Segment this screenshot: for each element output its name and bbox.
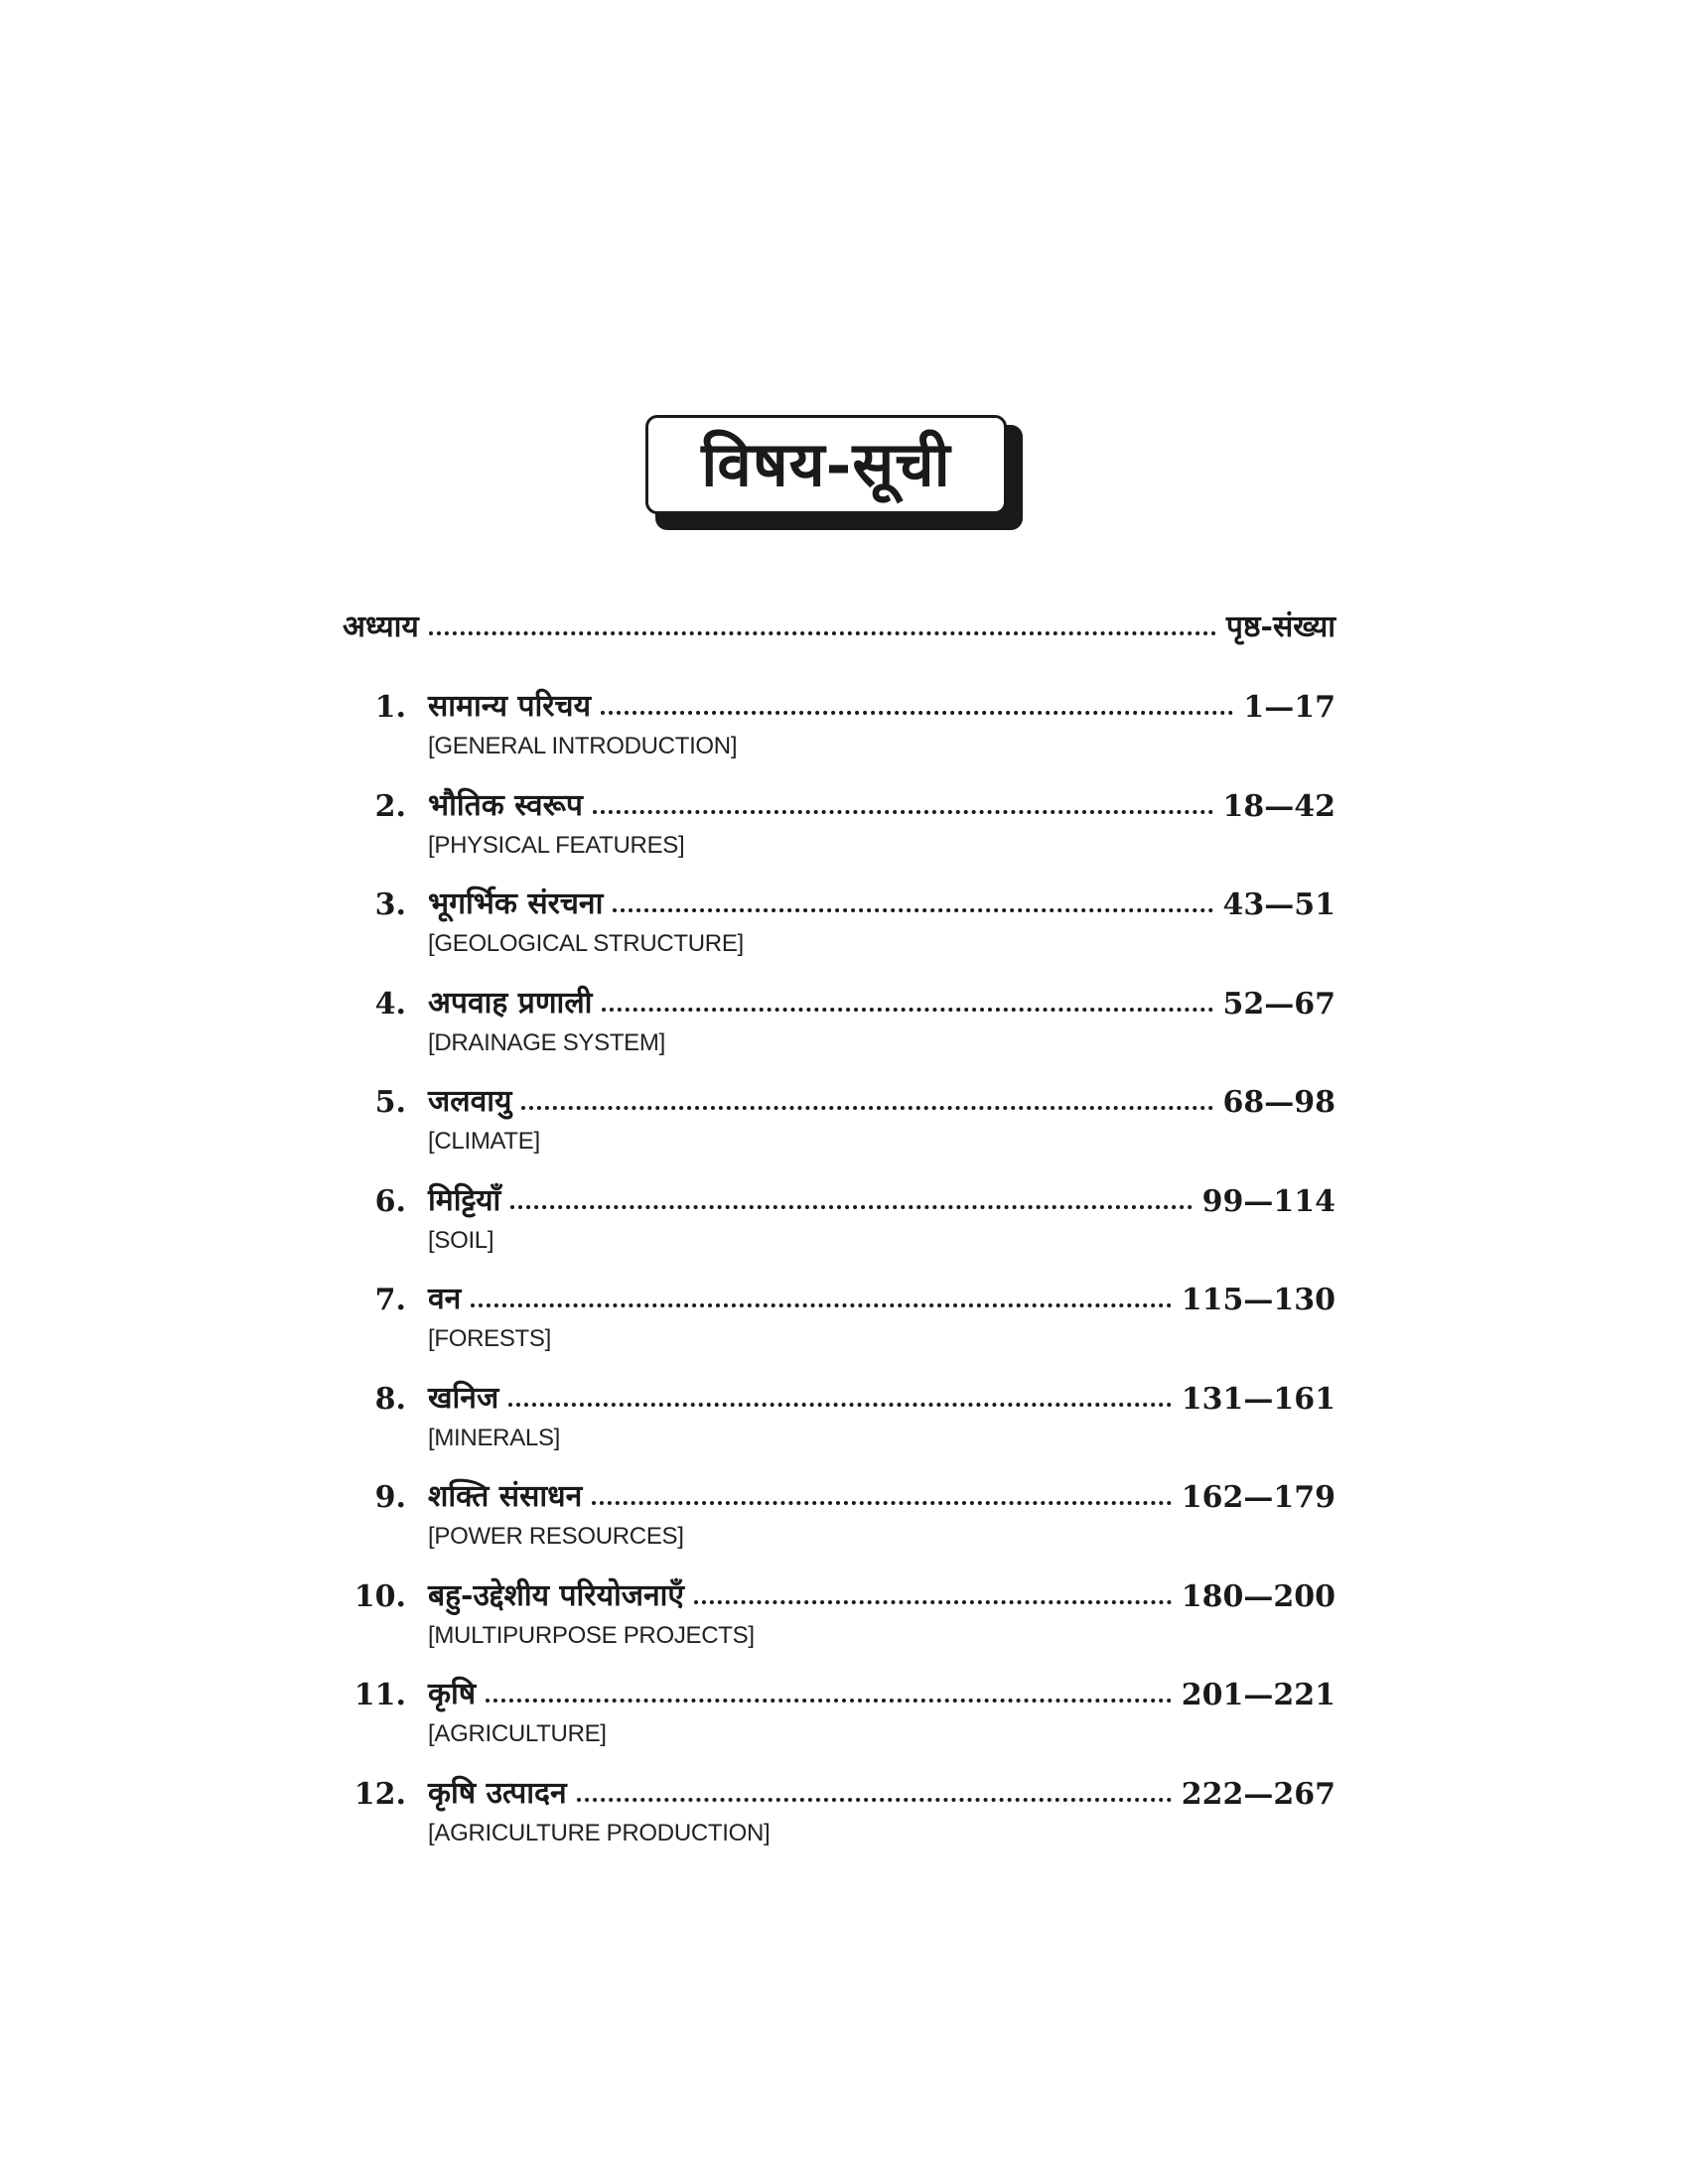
page-number-column-label: पृष्ठ-संख्या — [1225, 610, 1336, 644]
page-range: 162—179 — [1181, 1480, 1336, 1515]
dot-leader — [429, 631, 1216, 635]
chapter-number: 3. — [374, 887, 406, 922]
toc-entry-line — [343, 1074, 1336, 1120]
toc-list — [343, 679, 1336, 1864]
chapter-english-title: [AGRICULTURE] — [428, 1720, 607, 1747]
chapter-english-title: [GENERAL INTRODUCTION] — [428, 733, 738, 759]
chapter-english-title: [SOIL] — [428, 1226, 494, 1254]
chapter-title: वन — [428, 1282, 462, 1316]
toc-entry-line — [343, 1766, 1336, 1812]
toc-entry-line — [343, 877, 1336, 922]
chapter-english-title: [FORESTS] — [428, 1325, 551, 1352]
chapter-title: कृषि — [428, 1677, 477, 1711]
toc-entry-line — [343, 1371, 1336, 1417]
page-range: 43—51 — [1222, 887, 1336, 922]
chapter-number: 8. — [374, 1381, 406, 1417]
toc-entry — [343, 1569, 1336, 1668]
toc-entry — [343, 877, 1336, 976]
chapter-english-title: [PHYSICAL FEATURES] — [428, 831, 685, 859]
dot-leader — [593, 810, 1213, 814]
chapter-english-title: [GEOLOGICAL STRUCTURE] — [428, 930, 744, 957]
toc-entry-line — [343, 1173, 1336, 1219]
toc-entry — [343, 1272, 1336, 1371]
page-range: 18—42 — [1222, 788, 1336, 824]
chapter-number: 11. — [353, 1678, 406, 1712]
dot-leader — [510, 1205, 1192, 1209]
dot-leader — [694, 1600, 1172, 1604]
chapter-number: 2. — [374, 788, 406, 824]
page-range: 115—130 — [1181, 1283, 1336, 1317]
chapter-title: कृषि उत्पादन — [428, 1775, 567, 1811]
dot-leader — [521, 1106, 1212, 1110]
chapter-title: खनिज — [428, 1380, 499, 1416]
chapter-column-label: अध्याय — [343, 610, 419, 644]
chapter-title: भूगर्भिक संरचना — [428, 887, 604, 921]
chapter-number: 4. — [374, 986, 406, 1022]
dot-leader — [577, 1798, 1172, 1802]
chapter-number: 7. — [374, 1283, 406, 1317]
title-box — [645, 415, 1007, 514]
toc-entry-line — [343, 976, 1336, 1022]
chapter-title: बहु-उद्देशीय परियोजनाएँ — [428, 1577, 685, 1613]
chapter-number: 12. — [353, 1776, 406, 1812]
page-range: 52—67 — [1222, 986, 1336, 1022]
page-range: 180—200 — [1181, 1578, 1336, 1614]
page-range: 99—114 — [1201, 1183, 1336, 1219]
page-range: 1—17 — [1243, 690, 1336, 725]
chapter-title: शक्ति संसाधन — [428, 1479, 583, 1514]
dot-leader — [508, 1403, 1172, 1407]
chapter-english-title: [MINERALS] — [428, 1424, 561, 1451]
chapter-number: 5. — [374, 1085, 406, 1120]
toc-entry-line — [343, 1569, 1336, 1614]
chapter-title: अपवाह प्रणाली — [428, 985, 593, 1021]
toc-entry-line — [343, 1272, 1336, 1317]
toc-entry — [343, 1766, 1336, 1865]
dot-leader — [601, 711, 1233, 715]
toc-entry — [343, 1469, 1336, 1569]
page-range: 222—267 — [1181, 1776, 1336, 1812]
toc-entry-line — [343, 679, 1336, 725]
chapter-number: 6. — [374, 1183, 406, 1219]
chapter-number: 9. — [374, 1480, 406, 1515]
dot-leader — [602, 1008, 1212, 1012]
toc-entry — [343, 778, 1336, 878]
toc-entry — [343, 976, 1336, 1075]
toc-entry — [343, 1173, 1336, 1273]
toc-entry — [343, 1074, 1336, 1173]
chapter-number: 10. — [353, 1578, 406, 1614]
page-range: 131—161 — [1181, 1381, 1336, 1417]
chapter-english-title: [DRAINAGE SYSTEM] — [428, 1028, 665, 1056]
toc-entry — [343, 1371, 1336, 1470]
chapter-title: भौतिक स्वरूप — [428, 787, 583, 823]
toc-entry — [343, 1667, 1336, 1766]
toc-entry-line — [343, 778, 1336, 824]
dot-leader — [471, 1303, 1171, 1307]
toc-header-row — [343, 596, 1336, 645]
page-title: विषय-सूची — [701, 428, 951, 500]
title-frame — [645, 415, 1023, 530]
page-range: 68—98 — [1222, 1085, 1336, 1120]
chapter-title: सामान्य परिचय — [428, 689, 591, 724]
chapter-english-title: [AGRICULTURE PRODUCTION] — [428, 1819, 771, 1846]
chapter-title: जलवायु — [428, 1084, 512, 1119]
chapter-english-title: [CLIMATE] — [428, 1128, 540, 1155]
toc-entry — [343, 679, 1336, 778]
toc-entry-line — [343, 1469, 1336, 1515]
chapter-english-title: [POWER RESOURCES] — [428, 1523, 684, 1550]
toc-entry-line — [343, 1667, 1336, 1712]
page-range: 201—221 — [1181, 1678, 1336, 1712]
dot-leader — [486, 1699, 1172, 1703]
chapter-title: मिट्टियाँ — [428, 1182, 501, 1218]
dot-leader — [592, 1501, 1172, 1505]
dot-leader — [613, 908, 1212, 912]
chapter-english-title: [MULTIPURPOSE PROJECTS] — [428, 1621, 755, 1649]
chapter-number: 1. — [374, 690, 406, 725]
